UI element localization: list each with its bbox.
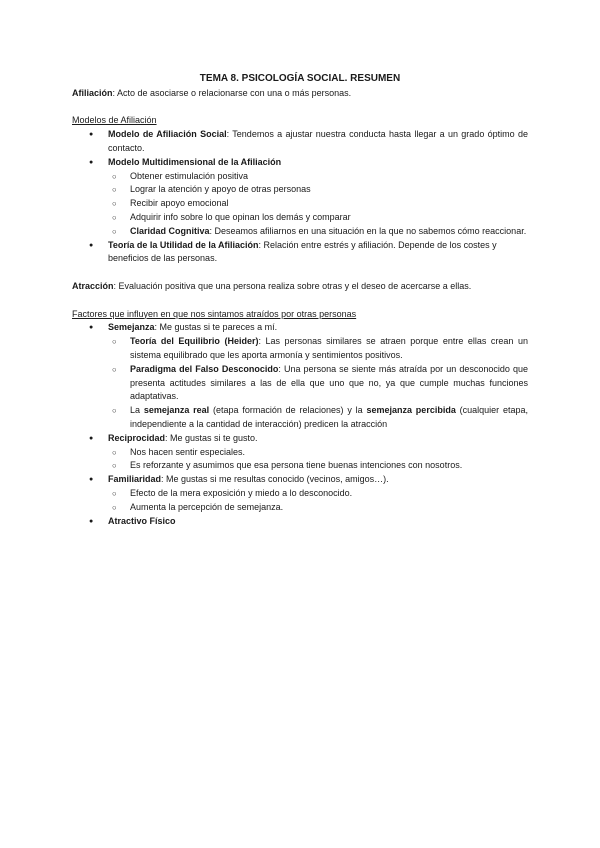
document-body [72,72,528,528]
list-item: ○ Nos hacen sentir especiales. [108,446,528,460]
list-item: ○ Aumenta la percepción de semejanza. [108,501,528,515]
list-item: ● Modelo de Afiliación Social: Tendemos a ajustar nuestra conducta hasta llegar a un grado óptimo de contacto. [72,128,528,156]
atraccion-definition: Atracción: Evaluación positiva que una persona realiza sobre otras y el deseo de acercarse a ellas. [72,280,472,291]
sublist [108,170,528,239]
list-item: ○ Teoría del Equilibrio (Heider): Las personas similares se atraen porque entre ellas crean un sistema equilibrado que les aporta armonía y sentimientos positivos. [108,335,528,363]
list-item: ● Familiaridad: Me gustas si me resultas conocido (vecinos, amigos…). ○ Efecto de la mera exposición y miedo a lo desconocido. ○ Aumenta la percepción de semejanza. [72,473,528,514]
afiliacion-term: Afiliación [72,87,113,98]
sublist [108,446,528,474]
modelos-heading: Modelos de Afiliación [72,115,157,126]
sublist [108,335,528,432]
list-item: ○ Obtener estimulación positiva [108,170,528,184]
afiliacion-definition: Afiliación: Acto de asociarse o relacionarse con una o más personas. [72,87,352,98]
factores-heading: Factores que influyen en que nos sintamos atraídos por otras personas [72,308,357,319]
list-item: ○ Recibir apoyo emocional [108,197,528,211]
atraccion-term: Atracción [72,280,114,291]
list-item: ● Modelo Multidimensional de la Afiliación ○ Obtener estimulación positiva ○ Lograr la atención y apoyo de otras personas ○ Recibir apoyo emocional ○ Adquirir info sobre lo que opinan los demás y comparar ○ Claridad Cognitiva: Deseamos afiliarnos en una situación en la que no sabemos cómo reaccionar. [72,156,528,239]
list-item: ○ Lograr la atención y apoyo de otras personas [108,183,528,197]
list-item: ● Semejanza: Me gustas si te pareces a mí. ○ Teoría del Equilibrio (Heider): Las personas similares se atraen porque entre ellas crean un sistema equilibrado que les aporta armonía y sentimientos positivos. ○ Paradigma del Falso Desconocido: Una persona se siente más atraída por un desconocido que presenta actitudes similares a las de ella que uno que no, ya que cumple muchas funciones adaptativas. ○ La semejanza real (etapa formación de relaciones) y la semejanza percibida (cualquier etapa, independiente a la cantidad de interacción) predicen la atracción [72,321,528,431]
list-item: ● Reciprocidad: Me gustas si te gusto. ○ Nos hacen sentir especiales. ○ Es reforzante y asumimos que esa persona tiene buenas intenciones con nosotros. [72,432,528,473]
list-item: ○ Es reforzante y asumimos que esa persona tiene buenas intenciones con nosotros. [108,459,528,473]
sublist [108,487,528,515]
list-item: ● Teoría de la Utilidad de la Afiliación: Relación entre estrés y afiliación. Depende de los costes y beneficios de las personas. [72,239,528,267]
modelos-list [72,128,528,266]
list-item: ○ Efecto de la mera exposición y miedo a lo desconocido. [108,487,528,501]
page-title: TEMA 8. PSICOLOGÍA SOCIAL. RESUMEN [199,73,401,84]
list-item: ○ La semejanza real (etapa formación de relaciones) y la semejanza percibida (cualquier etapa, independiente a la cantidad de interacción) predicen la atracción [108,404,528,432]
list-item: ○ Adquirir info sobre lo que opinan los demás y comparar [108,211,528,225]
list-item: ○ Paradigma del Falso Desconocido: Una persona se siente más atraída por un desconocido que presenta actitudes similares a las de ella que uno que no, ya que cumple muchas funciones adaptativas. [108,363,528,404]
list-item: ○ Claridad Cognitiva: Deseamos afiliarnos en una situación en la que no sabemos cómo reaccionar. [108,225,528,239]
list-item: ● Atractivo Físico [72,515,528,529]
factores-list [72,321,528,528]
